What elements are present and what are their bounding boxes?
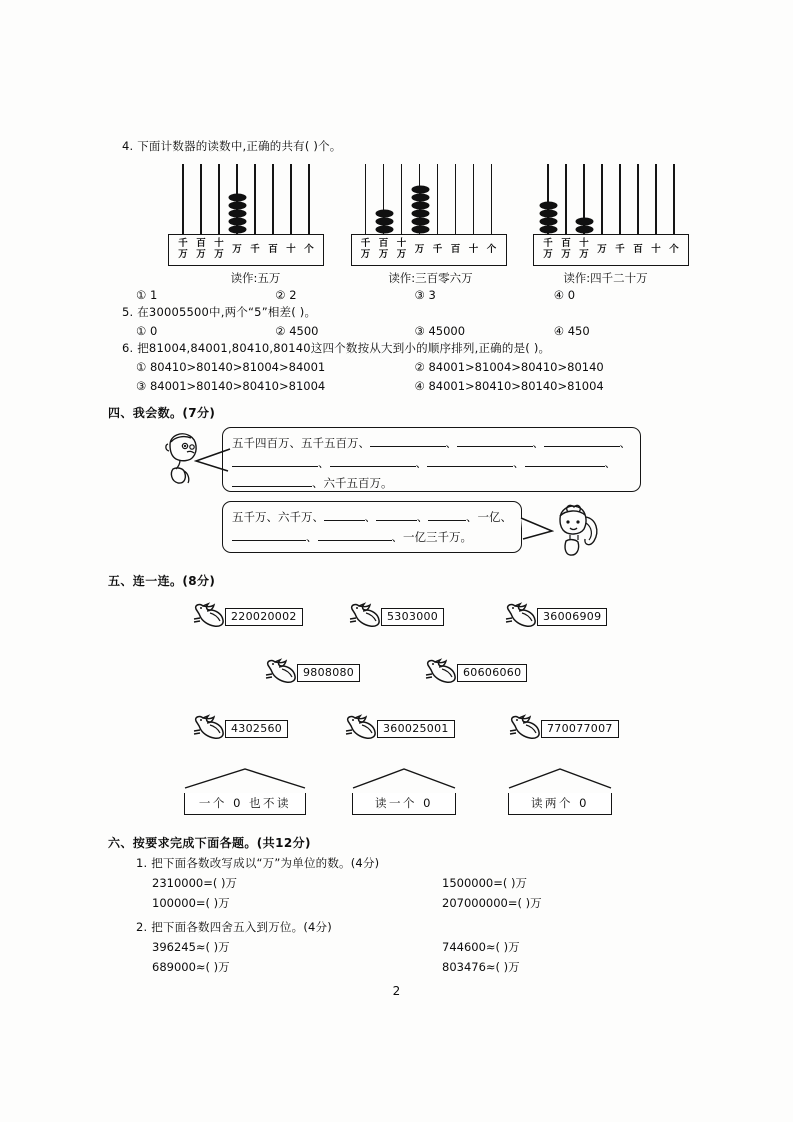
- counter-3-col-6-label: 百: [633, 243, 643, 255]
- bird-icon: [504, 601, 540, 633]
- counter-2-col-6-label: 百: [450, 243, 461, 255]
- bird-number-6[interactable]: 4302560: [225, 720, 288, 739]
- blank-field[interactable]: [232, 453, 318, 467]
- question-4-option-3[interactable]: ③ 3: [414, 287, 436, 302]
- section-6-sub-2-row-1: [108, 937, 693, 957]
- question-6-options-row-1: [108, 358, 693, 376]
- counter-1-col-3-label: 十 万: [214, 237, 224, 260]
- fill-expression[interactable]: 396245≈( )万: [152, 939, 230, 954]
- fill-expression[interactable]: 744600≈( )万: [442, 939, 520, 954]
- counter-3-col-4-label: 万: [597, 243, 607, 255]
- counter-2-col-1-label: 千 万: [360, 237, 371, 260]
- blank-field[interactable]: [525, 453, 605, 467]
- counter-2-frame: [351, 234, 507, 266]
- section-4-bubble-1: [222, 427, 641, 492]
- bird-number-8[interactable]: 770077007: [541, 720, 619, 739]
- fill-expression[interactable]: 2310000=( )万: [152, 875, 237, 890]
- counter-3-col-8-label: 个: [669, 243, 679, 255]
- counter-2-col-7-label: 十: [468, 243, 479, 255]
- question-5-option-3[interactable]: ③ 45000: [414, 324, 466, 339]
- counter-3-reading: 读作:四千二十万: [563, 270, 648, 285]
- house-category-1[interactable]: [184, 767, 306, 815]
- bubble-1-line-3: 、六千五百万。: [232, 473, 631, 493]
- bird-item[interactable]: [348, 601, 444, 633]
- counter-3-col-2-label: 百 万: [561, 237, 571, 260]
- blank-field[interactable]: [544, 433, 620, 447]
- blank-field[interactable]: [232, 473, 312, 487]
- question-4-option-4[interactable]: ④ 0: [553, 287, 576, 302]
- blank-field[interactable]: [428, 507, 466, 521]
- house-icon: [508, 767, 612, 793]
- house-category-1-label: 一个 0 也不读: [184, 793, 306, 815]
- bird-item[interactable]: [344, 713, 455, 745]
- question-5-text: 5. 在30005500中,两个“5”相差( )。: [122, 305, 317, 320]
- counters-row: [108, 164, 693, 266]
- page-number: 2: [392, 984, 401, 998]
- house-category-2[interactable]: [352, 767, 456, 815]
- house-category-3[interactable]: [508, 767, 612, 815]
- counter-1-reading: 读作:五万: [230, 270, 281, 285]
- question-6-options-row-2: [108, 377, 693, 395]
- bird-number-2[interactable]: 5303000: [381, 608, 444, 627]
- counter-1-col-1-label: 千 万: [178, 237, 188, 260]
- section-6-sub-1-row-2: [108, 893, 693, 913]
- worksheet-content: [108, 138, 693, 977]
- bird-item[interactable]: [504, 601, 607, 633]
- section-4-heading: 四、我会数。(7分): [108, 406, 216, 420]
- counter-2-col-5-label: 千: [432, 243, 443, 255]
- counter-2-col-3-label: 十 万: [396, 237, 407, 260]
- bird-icon: [192, 713, 228, 745]
- counter-2-reading: 读作:三百零六万: [388, 270, 473, 285]
- counter-3-col-7-label: 十: [651, 243, 661, 255]
- question-5-option-2[interactable]: ② 4500: [275, 324, 319, 339]
- section-6-sub-1-row-1: [108, 873, 693, 893]
- counter-3-col-1-label: 千 万: [543, 237, 553, 260]
- question-5-option-4[interactable]: ④ 450: [553, 324, 590, 339]
- question-4-option-2[interactable]: ② 2: [275, 287, 297, 302]
- section-6-sub-1-text: 1. 把下面各数改写成以“万”为单位的数。(4分): [136, 856, 380, 870]
- bird-number-7[interactable]: 360025001: [377, 720, 455, 739]
- bird-item[interactable]: [192, 601, 303, 633]
- bird-icon: [344, 713, 380, 745]
- counter-1-col-5-label: 千: [250, 243, 260, 255]
- section-6-sub-2-row-2: [108, 957, 693, 977]
- house-category-3-label: 读两个 0: [508, 793, 612, 815]
- bird-number-3[interactable]: 36006909: [537, 608, 607, 627]
- counter-2: [351, 164, 507, 266]
- counter-3: [533, 164, 689, 266]
- question-6-option-1[interactable]: ① 80410>80140>81004>84001: [136, 360, 326, 375]
- bird-number-5[interactable]: 60606060: [457, 664, 527, 683]
- counter-1-col-4-label: 万: [232, 243, 242, 255]
- bird-number-4[interactable]: 9808080: [297, 664, 360, 683]
- bird-item[interactable]: [264, 657, 360, 689]
- counter-1-frame: [168, 234, 324, 266]
- counter-2-col-4-label: 万: [414, 243, 425, 255]
- blank-field[interactable]: [330, 453, 416, 467]
- counter-2-rods: [357, 164, 501, 234]
- question-6-option-2[interactable]: ② 84001>81004>80410>80140: [414, 360, 604, 375]
- bubble-1-line-1: 五千四百万、五千五百万、 、 、 、: [232, 433, 631, 453]
- fill-expression[interactable]: 689000≈( )万: [152, 960, 230, 974]
- question-6-option-3[interactable]: ③ 84001>80140>80410>81004: [136, 378, 326, 393]
- bubble-2-line-2: 、 、一亿三千万。: [232, 527, 512, 547]
- counter-1-rods: [174, 164, 318, 234]
- bird-number-1[interactable]: 220020002: [225, 608, 303, 627]
- house-icon: [184, 767, 306, 793]
- section-4-bubble-1-wrap: [108, 427, 693, 493]
- counter-3-col-5-label: 千: [615, 243, 625, 255]
- section-5-houses: [108, 767, 693, 825]
- fill-expression[interactable]: 100000=( )万: [152, 895, 230, 910]
- question-4-text: 4. 下面计数器的读数中,正确的共有( )个。: [122, 139, 342, 153]
- section-5-heading: 五、连一连。(8分): [108, 574, 216, 588]
- bubble-1-line-2: 、 、 、 、: [232, 453, 631, 473]
- fill-expression[interactable]: 207000000=( )万: [442, 895, 542, 910]
- fill-expression[interactable]: 803476≈( )万: [442, 960, 520, 974]
- house-category-2-label: 读一个 0: [352, 793, 456, 815]
- blank-field[interactable]: [324, 507, 365, 521]
- house-icon: [352, 767, 456, 793]
- bird-icon: [348, 601, 384, 633]
- counter-2-col-8-label: 个: [486, 243, 497, 255]
- bird-icon: [264, 657, 300, 689]
- blank-field[interactable]: [427, 453, 513, 467]
- question-5-options: [108, 322, 693, 340]
- counter-1-col-7-label: 十: [286, 243, 296, 255]
- section-4-bubble-2-wrap: [108, 501, 693, 563]
- question-6-text: 6. 把81004,84001,80410,80140这四个数按从大到小的顺序排列,正确的是( )。: [122, 341, 551, 356]
- question-6-option-4[interactable]: ④ 84001>80410>80140>81004: [414, 378, 604, 393]
- bird-icon: [192, 601, 228, 633]
- bird-item[interactable]: [192, 713, 288, 745]
- counter-2-col-2-label: 百 万: [378, 237, 389, 260]
- blank-field[interactable]: [370, 433, 446, 447]
- bird-icon: [424, 657, 460, 689]
- question-5-option-1[interactable]: ① 0: [136, 324, 158, 339]
- girl-face-icon: [546, 501, 602, 563]
- bird-item[interactable]: [508, 713, 619, 745]
- question-4-option-1[interactable]: ① 1: [136, 287, 158, 302]
- question-4-options: [108, 286, 693, 304]
- blank-field[interactable]: [457, 433, 533, 447]
- section-4-bubble-2: [222, 501, 522, 553]
- counter-3-rods: [539, 164, 683, 234]
- bubble-2-line-1: 五千万、六千万、 、 、 、一亿、: [232, 507, 512, 527]
- section-6-sub-2-text: 2. 把下面各数四舍五入到万位。(4分): [136, 920, 332, 935]
- counter-readings-row: [108, 270, 693, 286]
- blank-field[interactable]: [232, 527, 306, 541]
- section-6-heading: 六、按要求完成下面各题。(共12分): [108, 836, 311, 850]
- counter-1-col-2-label: 百 万: [196, 237, 206, 260]
- fill-expression[interactable]: 1500000=( )万: [442, 875, 527, 890]
- bird-item[interactable]: [424, 657, 527, 689]
- counter-1-col-8-label: 个: [304, 243, 314, 255]
- counter-1: [168, 164, 324, 266]
- bird-icon: [508, 713, 544, 745]
- counter-3-frame: [533, 234, 689, 266]
- counter-3-col-3-label: 十 万: [579, 237, 589, 260]
- section-5-birds: [108, 595, 693, 763]
- blank-field[interactable]: [376, 507, 417, 521]
- blank-field[interactable]: [318, 527, 392, 541]
- counter-1-col-6-label: 百: [268, 243, 278, 255]
